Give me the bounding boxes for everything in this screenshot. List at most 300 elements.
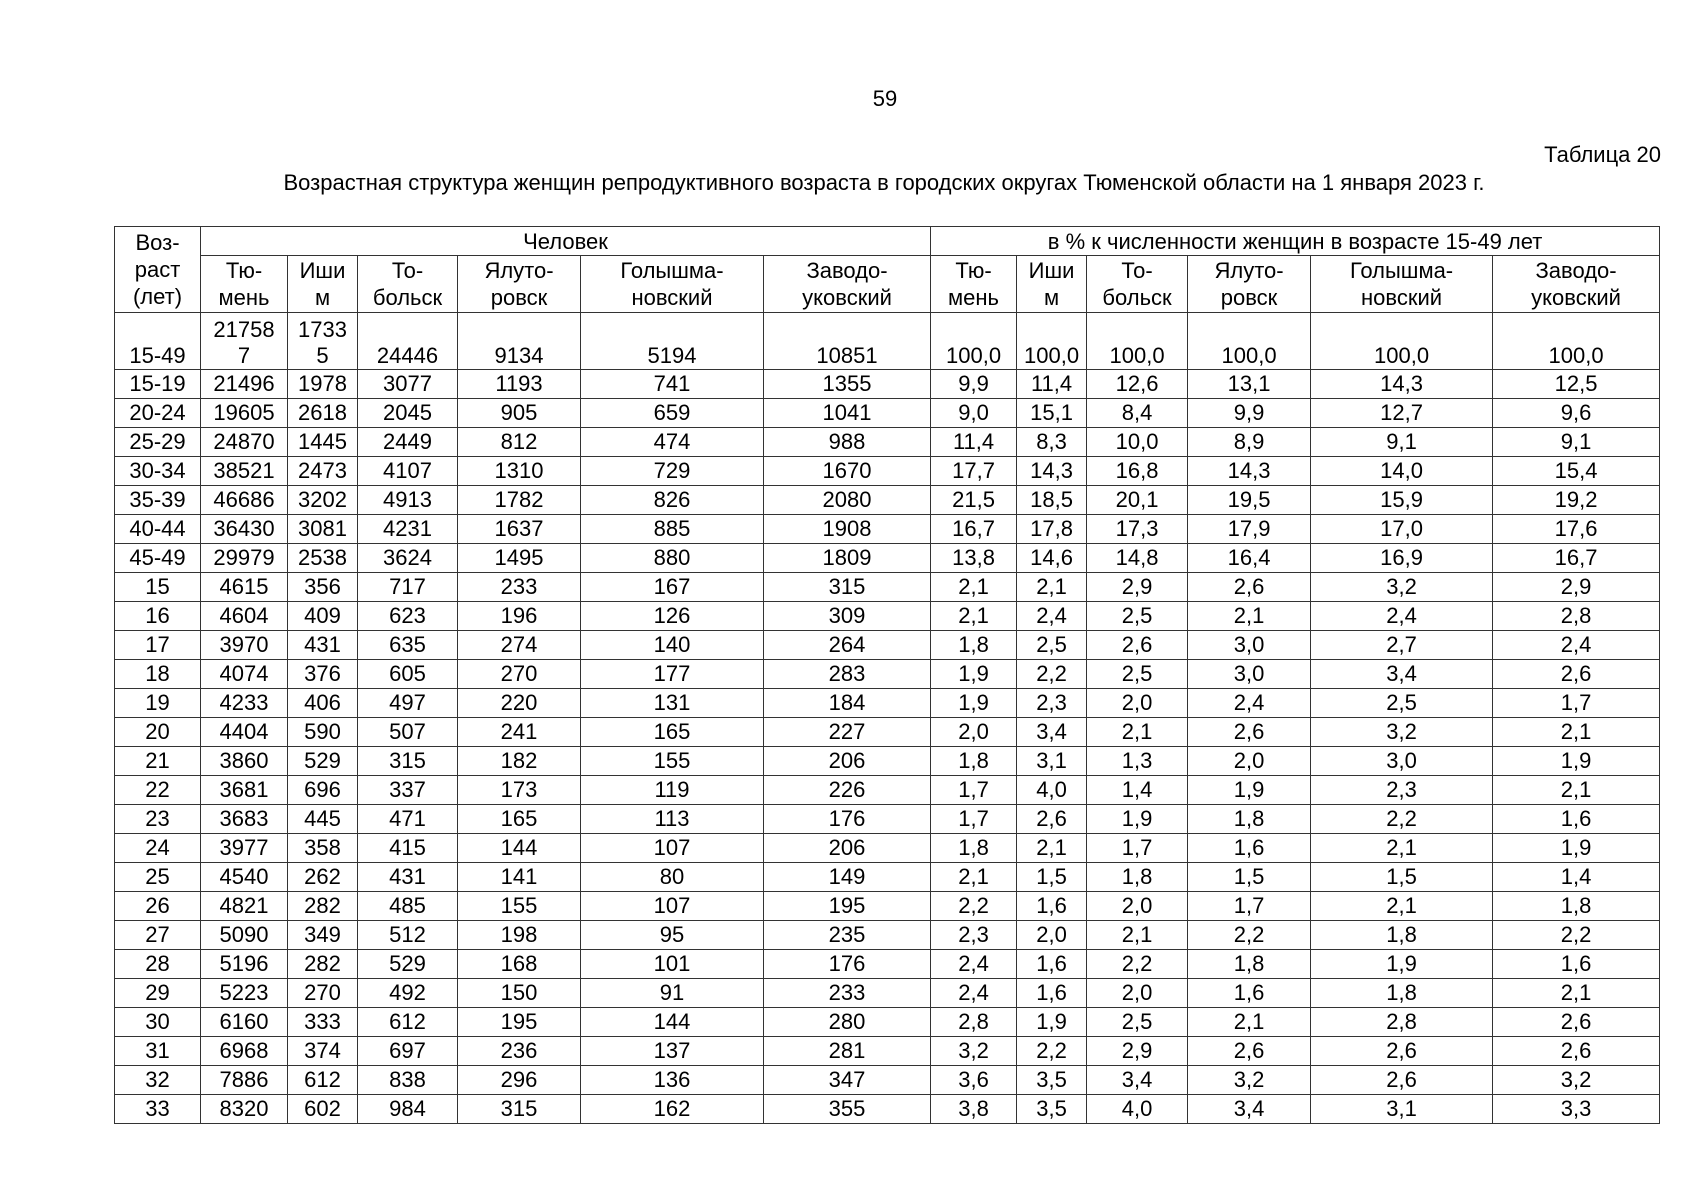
table-cell: 113 xyxy=(581,805,764,834)
table-cell: 3,4 xyxy=(1017,718,1087,747)
table-cell: 226 xyxy=(764,776,931,805)
table-cell: 22 xyxy=(115,776,201,805)
table-cell: 2,1 xyxy=(1311,892,1493,921)
table-cell: 282 xyxy=(288,950,358,979)
table-cell: 131 xyxy=(581,689,764,718)
percent-header-ishim: Иши м xyxy=(1017,256,1087,313)
people-header-tobolsk: То- больск xyxy=(358,256,458,313)
table-cell: 144 xyxy=(581,1008,764,1037)
table-cell: 374 xyxy=(288,1037,358,1066)
table-cell: 3624 xyxy=(358,544,458,573)
table-cell: 2,3 xyxy=(931,921,1017,950)
table-cell: 3,1 xyxy=(1311,1095,1493,1124)
table-cell: 40-44 xyxy=(115,515,201,544)
table-cell: 17,6 xyxy=(1493,515,1660,544)
table-cell: 16,8 xyxy=(1087,457,1188,486)
table-cell: 100,0 xyxy=(1087,313,1188,370)
table-cell: 2,9 xyxy=(1087,573,1188,602)
table-cell: 3,2 xyxy=(1311,573,1493,602)
table-cell: 17,8 xyxy=(1017,515,1087,544)
table-cell: 46686 xyxy=(201,486,288,515)
table-cell: 2,1 xyxy=(1493,718,1660,747)
table-cell: 2,2 xyxy=(1017,660,1087,689)
people-header-golyshmanovsky: Голышма- новский xyxy=(581,256,764,313)
table-cell: 5090 xyxy=(201,921,288,950)
table-cell: 2,0 xyxy=(1087,689,1188,718)
table-cell: 2,6 xyxy=(1188,1037,1311,1066)
table-cell: 2,6 xyxy=(1493,1008,1660,1037)
table-cell: 905 xyxy=(458,399,581,428)
table-cell: 612 xyxy=(358,1008,458,1037)
table-cell: 9,1 xyxy=(1311,428,1493,457)
table-cell: 1355 xyxy=(764,370,931,399)
age-structure-table xyxy=(114,226,1660,1124)
table-cell: 15 xyxy=(115,573,201,602)
table-cell: 144 xyxy=(458,834,581,863)
table-cell: 100,0 xyxy=(1311,313,1493,370)
table-cell: 2,8 xyxy=(1493,602,1660,631)
table-cell: 2,0 xyxy=(1087,979,1188,1008)
table-cell: 1,5 xyxy=(1188,863,1311,892)
table-cell: 415 xyxy=(358,834,458,863)
table-cell: 30 xyxy=(115,1008,201,1037)
table-cell: 2,5 xyxy=(1087,602,1188,631)
table-cell: 4821 xyxy=(201,892,288,921)
table-cell: 2,2 xyxy=(1493,921,1660,950)
table-cell: 31 xyxy=(115,1037,201,1066)
table-label: Таблица 20 xyxy=(1544,142,1661,167)
table-cell: 431 xyxy=(288,631,358,660)
table-cell: 155 xyxy=(458,892,581,921)
table-cell: 8,9 xyxy=(1188,428,1311,457)
table-cell: 4231 xyxy=(358,515,458,544)
table-cell: 2,2 xyxy=(1188,921,1311,950)
table-cell: 16,9 xyxy=(1311,544,1493,573)
table-cell: 155 xyxy=(581,747,764,776)
table-cell: 988 xyxy=(764,428,931,457)
table-cell: 2449 xyxy=(358,428,458,457)
table-cell: 2,4 xyxy=(931,950,1017,979)
table-cell: 80 xyxy=(581,863,764,892)
table-cell: 24870 xyxy=(201,428,288,457)
table-cell: 2,1 xyxy=(1017,573,1087,602)
table-row xyxy=(115,486,1660,515)
table-cell: 1,5 xyxy=(1017,863,1087,892)
table-cell: 1,8 xyxy=(1087,863,1188,892)
table-cell: 241 xyxy=(458,718,581,747)
table-cell: 149 xyxy=(764,863,931,892)
table-cell: 12,6 xyxy=(1087,370,1188,399)
table-cell: 1,6 xyxy=(1493,805,1660,834)
table-cell: 4913 xyxy=(358,486,458,515)
table-cell: 1445 xyxy=(288,428,358,457)
table-cell: 1,3 xyxy=(1087,747,1188,776)
people-group-header: Человек xyxy=(201,227,931,256)
table-cell: 28 xyxy=(115,950,201,979)
table-cell: 136 xyxy=(581,1066,764,1095)
table-cell: 17,3 xyxy=(1087,515,1188,544)
table-cell: 9134 xyxy=(458,313,581,370)
people-header-zavodoukovsky: Заводо- уковский xyxy=(764,256,931,313)
table-cell: 2,1 xyxy=(1188,602,1311,631)
table-cell: 165 xyxy=(581,718,764,747)
table-cell: 2,6 xyxy=(1087,631,1188,660)
table-cell: 2,0 xyxy=(1017,921,1087,950)
table-cell: 2,6 xyxy=(1311,1037,1493,1066)
table-cell: 168 xyxy=(458,950,581,979)
table-cell: 1,9 xyxy=(1017,1008,1087,1037)
table-cell: 233 xyxy=(764,979,931,1008)
table-cell: 1,8 xyxy=(1188,950,1311,979)
table-cell: 16 xyxy=(115,602,201,631)
table-row xyxy=(115,892,1660,921)
table-cell: 16,7 xyxy=(1493,544,1660,573)
table-cell: 9,9 xyxy=(931,370,1017,399)
table-cell: 1782 xyxy=(458,486,581,515)
table-cell: 349 xyxy=(288,921,358,950)
table-cell: 3683 xyxy=(201,805,288,834)
table-cell: 2,6 xyxy=(1311,1066,1493,1095)
table-cell: 2,1 xyxy=(1087,921,1188,950)
table-cell: 2,1 xyxy=(1017,834,1087,863)
table-cell: 227 xyxy=(764,718,931,747)
table-cell: 1978 xyxy=(288,370,358,399)
table-cell: 3,0 xyxy=(1311,747,1493,776)
table-cell: 2,6 xyxy=(1493,660,1660,689)
table-cell: 17,7 xyxy=(931,457,1017,486)
table-cell: 274 xyxy=(458,631,581,660)
table-cell: 15,9 xyxy=(1311,486,1493,515)
table-cell: 11,4 xyxy=(1017,370,1087,399)
table-cell: 2,3 xyxy=(1017,689,1087,718)
table-cell: 3,8 xyxy=(931,1095,1017,1124)
table-cell: 2,8 xyxy=(1311,1008,1493,1037)
table-cell: 1,9 xyxy=(931,689,1017,718)
table-cell: 1,7 xyxy=(931,805,1017,834)
table-cell: 623 xyxy=(358,602,458,631)
table-cell: 4404 xyxy=(201,718,288,747)
table-cell: 838 xyxy=(358,1066,458,1095)
table-cell: 3,3 xyxy=(1493,1095,1660,1124)
table-cell: 35-39 xyxy=(115,486,201,515)
table-cell: 21496 xyxy=(201,370,288,399)
table-cell: 2,1 xyxy=(931,573,1017,602)
table-cell: 347 xyxy=(764,1066,931,1095)
table-cell: 5194 xyxy=(581,313,764,370)
table-cell: 18 xyxy=(115,660,201,689)
table-cell: 26 xyxy=(115,892,201,921)
table-cell: 4540 xyxy=(201,863,288,892)
table-cell: 206 xyxy=(764,747,931,776)
table-cell: 3202 xyxy=(288,486,358,515)
table-cell: 1,4 xyxy=(1087,776,1188,805)
table-cell: 7886 xyxy=(201,1066,288,1095)
table-cell: 15,1 xyxy=(1017,399,1087,428)
table-cell: 1310 xyxy=(458,457,581,486)
table-cell: 812 xyxy=(458,428,581,457)
table-cell: 1495 xyxy=(458,544,581,573)
table-cell: 165 xyxy=(458,805,581,834)
table-row-total xyxy=(115,313,1660,370)
table-cell: 3,0 xyxy=(1188,660,1311,689)
table-cell: 358 xyxy=(288,834,358,863)
table-cell: 3,5 xyxy=(1017,1066,1087,1095)
table-cell: 529 xyxy=(288,747,358,776)
table-row xyxy=(115,1095,1660,1124)
table-cell: 19605 xyxy=(201,399,288,428)
table-cell: 173 xyxy=(458,776,581,805)
table-cell: 1,8 xyxy=(1311,979,1493,1008)
table-cell: 1,8 xyxy=(931,747,1017,776)
table-row xyxy=(115,834,1660,863)
table-cell: 281 xyxy=(764,1037,931,1066)
table-cell: 9,9 xyxy=(1188,399,1311,428)
table-cell: 3,6 xyxy=(931,1066,1017,1095)
table-cell: 19,2 xyxy=(1493,486,1660,515)
table-cell: 431 xyxy=(358,863,458,892)
table-cell: 27 xyxy=(115,921,201,950)
table-cell: 33 xyxy=(115,1095,201,1124)
table-cell: 529 xyxy=(358,950,458,979)
table-cell: 107 xyxy=(581,892,764,921)
table-cell: 729 xyxy=(581,457,764,486)
table-cell: 10,0 xyxy=(1087,428,1188,457)
table-cell: 2,4 xyxy=(1017,602,1087,631)
table-row xyxy=(115,921,1660,950)
table-cell: 1,8 xyxy=(931,631,1017,660)
table-cell: 2,5 xyxy=(1087,660,1188,689)
table-cell: 2,4 xyxy=(1311,602,1493,631)
table-cell: 2,0 xyxy=(1188,747,1311,776)
table-cell: 24 xyxy=(115,834,201,863)
table-cell: 24446 xyxy=(358,313,458,370)
table-cell: 8320 xyxy=(201,1095,288,1124)
percent-header-yalutorovsk: Ялуто- ровск xyxy=(1188,256,1311,313)
table-cell: 176 xyxy=(764,805,931,834)
table-cell: 2,2 xyxy=(931,892,1017,921)
table-cell: 4,0 xyxy=(1017,776,1087,805)
table-cell: 1,7 xyxy=(1493,689,1660,718)
table-cell: 2,5 xyxy=(1087,1008,1188,1037)
table-cell: 119 xyxy=(581,776,764,805)
people-header-ishim: Иши м xyxy=(288,256,358,313)
table-cell: 18,5 xyxy=(1017,486,1087,515)
table-cell: 100,0 xyxy=(1493,313,1660,370)
table-cell: 1193 xyxy=(458,370,581,399)
table-cell: 3,4 xyxy=(1311,660,1493,689)
table-cell: 497 xyxy=(358,689,458,718)
table-cell: 176 xyxy=(764,950,931,979)
table-cell: 2,2 xyxy=(1311,805,1493,834)
table-cell: 333 xyxy=(288,1008,358,1037)
table-cell: 15-49 xyxy=(115,313,201,370)
table-cell: 150 xyxy=(458,979,581,1008)
percent-header-golyshmanovsky: Голышма- новский xyxy=(1311,256,1493,313)
table-cell: 2,1 xyxy=(1311,834,1493,863)
table-cell: 376 xyxy=(288,660,358,689)
table-row xyxy=(115,776,1660,805)
table-cell: 3,4 xyxy=(1087,1066,1188,1095)
table-cell: 605 xyxy=(358,660,458,689)
table-cell: 38521 xyxy=(201,457,288,486)
table-cell: 195 xyxy=(458,1008,581,1037)
table-cell: 17,9 xyxy=(1188,515,1311,544)
table-cell: 2538 xyxy=(288,544,358,573)
table-cell: 741 xyxy=(581,370,764,399)
table-cell: 14,8 xyxy=(1087,544,1188,573)
table-cell: 1,6 xyxy=(1188,979,1311,1008)
table-cell: 409 xyxy=(288,602,358,631)
table-cell: 1,8 xyxy=(1493,892,1660,921)
table-cell: 1,9 xyxy=(1493,747,1660,776)
table-cell: 17,0 xyxy=(1311,515,1493,544)
table-cell: 1,4 xyxy=(1493,863,1660,892)
table-cell: 12,7 xyxy=(1311,399,1493,428)
table-caption: Возрастная структура женщин репродуктивного возраста в городских округах Тюменской области на 1 января 2023 г. xyxy=(283,170,1485,195)
table-row xyxy=(115,1037,1660,1066)
table-cell: 1908 xyxy=(764,515,931,544)
people-header-yalutorovsk: Ялуто- ровск xyxy=(458,256,581,313)
table-cell: 25 xyxy=(115,863,201,892)
table-cell: 8,3 xyxy=(1017,428,1087,457)
table-cell: 182 xyxy=(458,747,581,776)
table-cell: 45-49 xyxy=(115,544,201,573)
table-cell: 315 xyxy=(458,1095,581,1124)
table-row xyxy=(115,718,1660,747)
table-cell: 1,9 xyxy=(1188,776,1311,805)
table-cell: 95 xyxy=(581,921,764,950)
table-row xyxy=(115,863,1660,892)
table-row xyxy=(115,747,1660,776)
table-cell: 100,0 xyxy=(1188,313,1311,370)
table-cell: 184 xyxy=(764,689,931,718)
table-cell: 2,7 xyxy=(1311,631,1493,660)
table-cell: 885 xyxy=(581,515,764,544)
table-cell: 3977 xyxy=(201,834,288,863)
percent-header-tyumen: Тю- мень xyxy=(931,256,1017,313)
percent-group-header: в % к численности женщин в возрасте 15-49 лет xyxy=(931,227,1660,256)
table-cell: 2080 xyxy=(764,486,931,515)
table-cell: 13,1 xyxy=(1188,370,1311,399)
table-cell: 162 xyxy=(581,1095,764,1124)
table-cell: 2,9 xyxy=(1087,1037,1188,1066)
table-cell: 2,6 xyxy=(1188,573,1311,602)
table-cell: 2,9 xyxy=(1493,573,1660,602)
table-cell: 3077 xyxy=(358,370,458,399)
table-cell: 16,4 xyxy=(1188,544,1311,573)
table-cell: 19,5 xyxy=(1188,486,1311,515)
table-cell: 4,0 xyxy=(1087,1095,1188,1124)
table-cell: 2,0 xyxy=(1087,892,1188,921)
table-cell: 3,1 xyxy=(1017,747,1087,776)
table-row xyxy=(115,602,1660,631)
table-cell: 167 xyxy=(581,573,764,602)
table-cell: 3,5 xyxy=(1017,1095,1087,1124)
table-cell: 235 xyxy=(764,921,931,950)
table-cell: 984 xyxy=(358,1095,458,1124)
table-cell: 2,4 xyxy=(1493,631,1660,660)
table-cell: 32 xyxy=(115,1066,201,1095)
table-cell: 2,6 xyxy=(1188,718,1311,747)
table-cell: 137 xyxy=(581,1037,764,1066)
table-cell: 17 xyxy=(115,631,201,660)
table-cell: 635 xyxy=(358,631,458,660)
table-cell: 2,1 xyxy=(931,863,1017,892)
table-cell: 471 xyxy=(358,805,458,834)
table-row xyxy=(115,399,1660,428)
table-cell: 282 xyxy=(288,892,358,921)
table-cell: 14,3 xyxy=(1017,457,1087,486)
table-cell: 512 xyxy=(358,921,458,950)
table-cell: 3,2 xyxy=(1188,1066,1311,1095)
table-cell: 140 xyxy=(581,631,764,660)
table-cell: 283 xyxy=(764,660,931,689)
table-cell: 1,8 xyxy=(931,834,1017,863)
table-cell: 6968 xyxy=(201,1037,288,1066)
table-cell: 2,3 xyxy=(1311,776,1493,805)
table-row xyxy=(115,979,1660,1008)
table-cell: 14,3 xyxy=(1188,457,1311,486)
table-cell: 3081 xyxy=(288,515,358,544)
table-cell: 1,8 xyxy=(1311,921,1493,950)
people-header-tyumen: Тю- мень xyxy=(201,256,288,313)
table-cell: 15-19 xyxy=(115,370,201,399)
table-cell: 9,6 xyxy=(1493,399,1660,428)
table-cell: 2,0 xyxy=(931,718,1017,747)
table-cell: 1733 5 xyxy=(288,313,358,370)
table-cell: 1,9 xyxy=(1311,950,1493,979)
table-cell: 20,1 xyxy=(1087,486,1188,515)
table-cell: 697 xyxy=(358,1037,458,1066)
table-cell: 21 xyxy=(115,747,201,776)
table-cell: 296 xyxy=(458,1066,581,1095)
table-cell: 315 xyxy=(358,747,458,776)
table-cell: 9,0 xyxy=(931,399,1017,428)
table-cell: 3970 xyxy=(201,631,288,660)
table-cell: 236 xyxy=(458,1037,581,1066)
table-cell: 2,1 xyxy=(1493,979,1660,1008)
table-cell: 177 xyxy=(581,660,764,689)
table-cell: 101 xyxy=(581,950,764,979)
table-cell: 206 xyxy=(764,834,931,863)
table-cell: 2473 xyxy=(288,457,358,486)
table-cell: 36430 xyxy=(201,515,288,544)
table-cell: 19 xyxy=(115,689,201,718)
table-cell: 659 xyxy=(581,399,764,428)
table-cell: 2,4 xyxy=(1188,689,1311,718)
table-cell: 1,5 xyxy=(1311,863,1493,892)
table-cell: 14,0 xyxy=(1311,457,1493,486)
table-cell: 4107 xyxy=(358,457,458,486)
table-cell: 11,4 xyxy=(931,428,1017,457)
table-row xyxy=(115,689,1660,718)
table-cell: 6160 xyxy=(201,1008,288,1037)
percent-header-tobolsk: То- больск xyxy=(1087,256,1188,313)
table-cell: 4074 xyxy=(201,660,288,689)
table-cell: 3,0 xyxy=(1188,631,1311,660)
table-cell: 280 xyxy=(764,1008,931,1037)
table-cell: 1,6 xyxy=(1017,950,1087,979)
table-row xyxy=(115,428,1660,457)
table-cell: 1,8 xyxy=(1188,805,1311,834)
table-cell: 445 xyxy=(288,805,358,834)
table-cell: 880 xyxy=(581,544,764,573)
table-cell: 264 xyxy=(764,631,931,660)
table-row xyxy=(115,573,1660,602)
table-cell: 356 xyxy=(288,573,358,602)
table-cell: 14,6 xyxy=(1017,544,1087,573)
table-cell: 15,4 xyxy=(1493,457,1660,486)
